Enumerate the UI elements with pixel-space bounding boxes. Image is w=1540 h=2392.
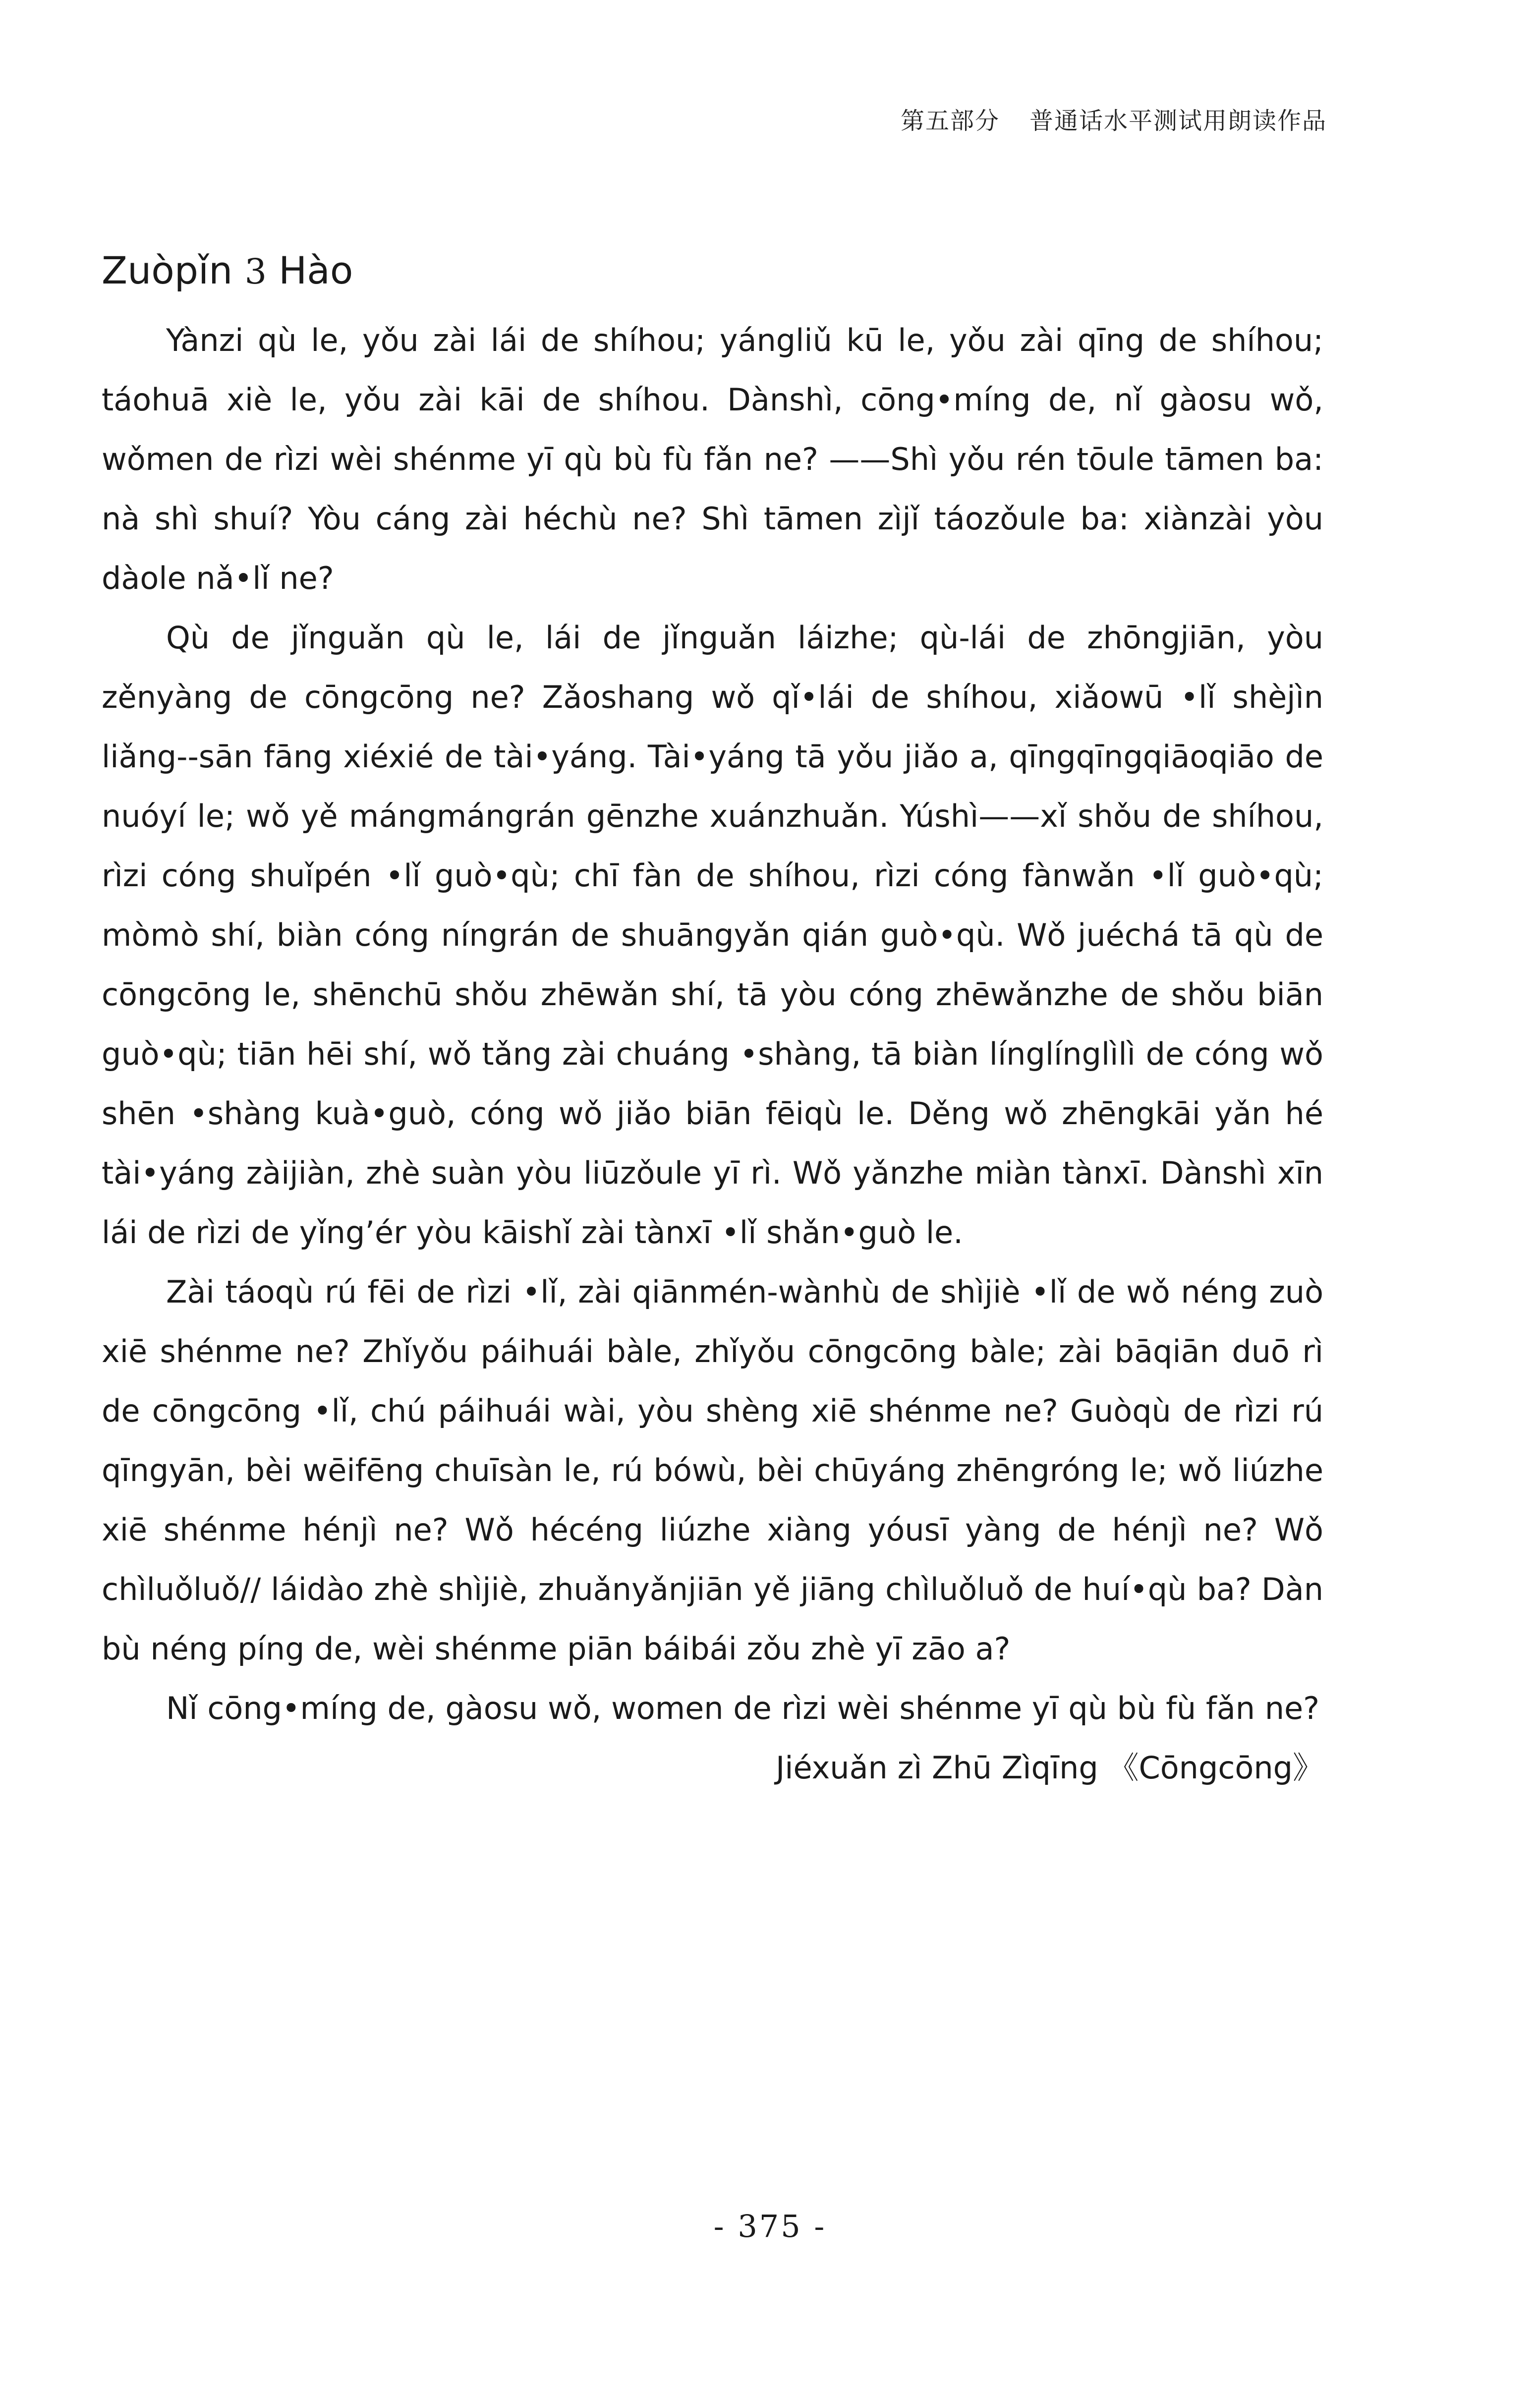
paragraph-2: Qù de jǐnguǎn qù le, lái de jǐnguǎn láizhe; qù-lái de zhōngjiān, yòu zěnyàng de cōngcōng ne? Zǎoshang wǒ qǐ•lái de shíhou, xiǎowū •lǐ shèjìn liǎng--sān fāng xiéxié de tài•yáng. Tài•yáng tā yǒu jiǎo a, qīngqīngqiāoqiāo de nuóyí le; wǒ yě mángmángrán gēnzhe xuánzhuǎn. Yúshì——xǐ shǒu de shíhou, rìzi cóng shuǐpén •lǐ guò•qù; chī fàn de shíhou, rìzi cóng fànwǎn •lǐ guò•qù; mòmò shí, biàn cóng níngrán de shuāngyǎn qián guò•qù. Wǒ juéchá tā qù de cōngcōng le, shēnchū shǒu zhēwǎn shí, tā yòu cóng zhēwǎnzhe de shǒu biān guò•qù; tiān hēi shí, wǒ tǎng zài chuáng •shàng, tā biàn línglínglìlì de cóng wǒ shēn •shàng kuà•guò, cóng wǒ jiǎo biān fēiqù le. Děng wǒ zhēngkāi yǎn hé tài•yáng zàijiàn, zhè suàn yòu liūzǒule yī rì. Wǒ yǎnzhe miàn tànxī. Dànshì xīn lái de rìzi de yǐng’ér yòu kāishǐ zài tànxī •lǐ shǎn•guò le. [102, 620, 1323, 1251]
header-part: 第五部分 [900, 107, 1000, 135]
title-suffix: Hào [279, 248, 353, 292]
header-section: 普通话水平测试用朗读作品 [1029, 107, 1327, 135]
paragraph-4: Nǐ cōng•míng de, gàosu wǒ, women de rìzi wèi shénme yī qù bù fù fǎn ne? [166, 1690, 1320, 1727]
title-number: 3 [244, 251, 267, 292]
source-attribution: Jiéxuǎn zì Zhū Zìqīng 《Cōngcōng》 [776, 1750, 1323, 1786]
running-header [901, 102, 1327, 136]
reading-work [102, 248, 1323, 1798]
title-word: Zuòpǐn [102, 248, 233, 292]
page-number: - 375 - [713, 2208, 827, 2244]
paragraph-3: Zài táoqù rú fēi de rìzi •lǐ, zài qiānmén-wànhù de shìjiè •lǐ de wǒ néng zuò xiē shénme ne? Zhǐyǒu páihuái bàle, zhǐyǒu cōngcōng bàle; zài bāqiān duō rì de cōngcōng •lǐ, chú páihuái wài, yòu shèng xiē shénme ne? Guòqù de rìzi rú qīngyān, bèi wēifēng chuīsàn le, rú bówù, bèi chūyáng zhēngróng le; wǒ liúzhe xiē shénme hénjì ne? Wǒ hécéng liúzhe xiàng yóusī yàng de hénjì ne? Wǒ chìluǒluǒ// láidào zhè shìjiè, zhuǎnyǎnjiān yě jiāng chìluǒluǒ de huí•qù ba? Dàn bù néng píng de, wèi shénme piān báibái zǒu zhè yī zāo a? [102, 1274, 1323, 1667]
work-title [102, 248, 1323, 293]
paragraph-1: Yànzi qù le, yǒu zài lái de shíhou; yángliǔ kū le, yǒu zài qīng de shíhou; táohuā xiè le, yǒu zài kāi de shíhou. Dànshì, cōng•míng de, nǐ gàosu wǒ, wǒmen de rìzi wèi shénme yī qù bù fù fǎn ne? ——Shì yǒu rén tōule tāmen ba: nà shì shuí? Yòu cáng zài héchù ne? Shì tāmen zìjǐ táozǒule ba: xiànzài yòu dàole nǎ•lǐ ne? [102, 322, 1323, 597]
